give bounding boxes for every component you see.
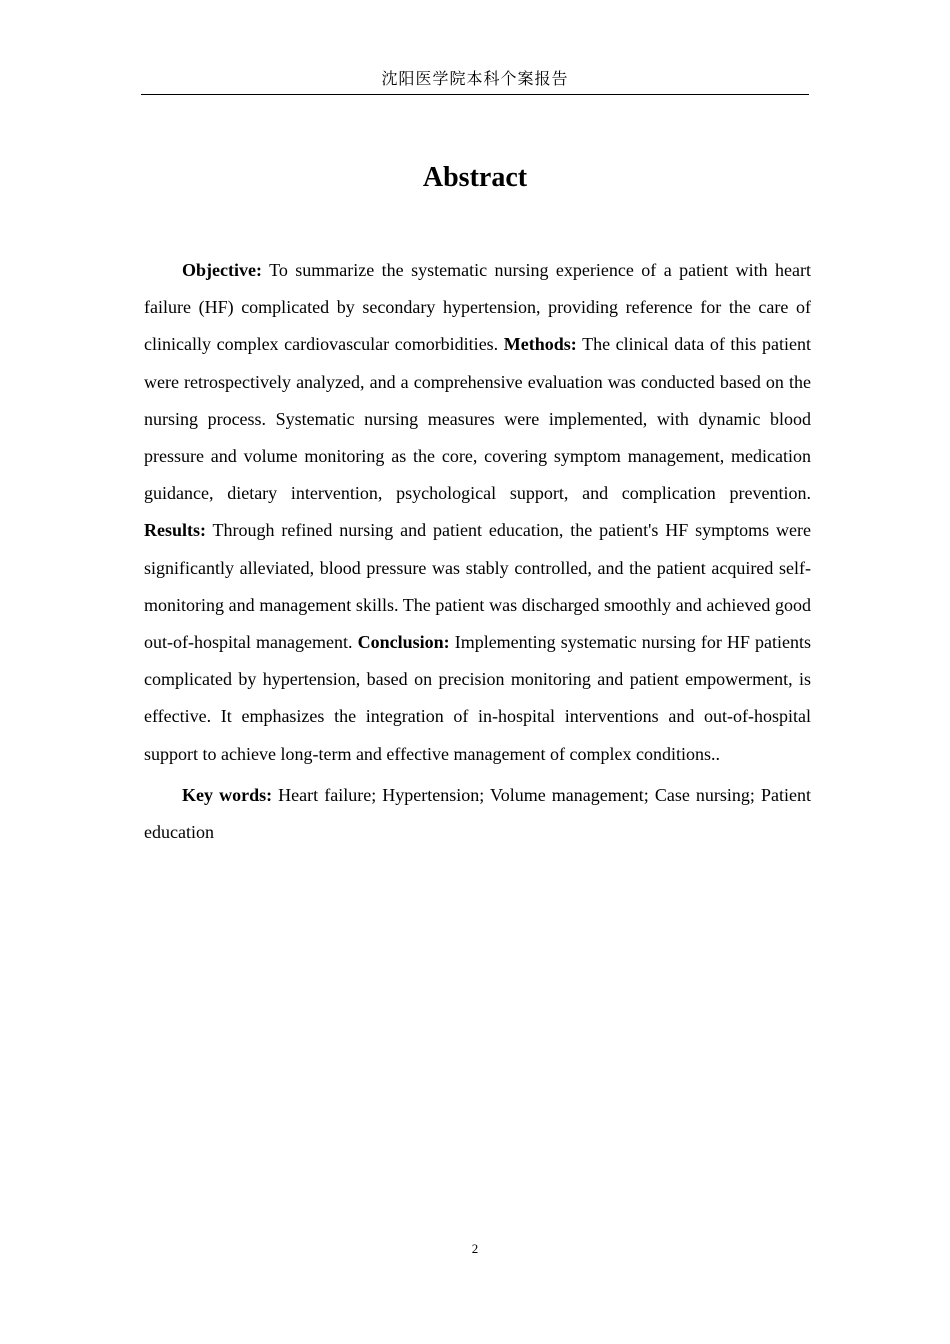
objective-label: Objective:	[182, 260, 262, 280]
objective-text: To summarize the systematic nursing experience of a patient with heart failure (HF) complicated by secondary hypertension, providing reference for the care of clinically complex cardiovascular comorbidities.	[144, 260, 811, 355]
methods-text: The clinical data of this patient were retrospectively analyzed, and a comprehensive evaluation was conducted based on the nursing process. Systematic nursing measures were implemented, with dynamic blood pressure and volume monitoring as the core, covering symptom management, medication guidance, dietary intervention, psychological support, and complication prevention.	[144, 334, 811, 504]
methods-label: Methods:	[503, 334, 577, 355]
page-number: 2	[471, 1241, 479, 1256]
header-rule	[141, 94, 809, 95]
abstract-title: Abstract	[422, 162, 528, 193]
abstract-paragraph	[144, 252, 811, 773]
results-text: Through refined nursing and patient education, the patient's HF symptoms were significantly alleviated, blood pressure was stably controlled, and the patient acquired self-monitoring and management skills. The patient was discharged smoothly and achieved good out-of-hospital management.	[144, 520, 811, 653]
keywords-paragraph	[144, 777, 811, 851]
abstract-body	[144, 252, 811, 851]
keywords-label: Key words:	[182, 784, 273, 805]
results-label: Results:	[144, 520, 206, 541]
conclusion-text: Implementing systematic nursing for HF patients complicated by hypertension, based on precision monitoring and patient empowerment, is effective. It emphasizes the integration of in-hospital interventions and out-of-hospital support to achieve long-term and effective management of complex conditions..	[144, 632, 811, 764]
running-header: 沈阳医学院本科个案报告	[381, 69, 569, 88]
keywords-text: Heart failure; Hypertension; Volume management; Case nursing; Patient education	[144, 784, 811, 843]
conclusion-label: Conclusion:	[357, 632, 450, 653]
